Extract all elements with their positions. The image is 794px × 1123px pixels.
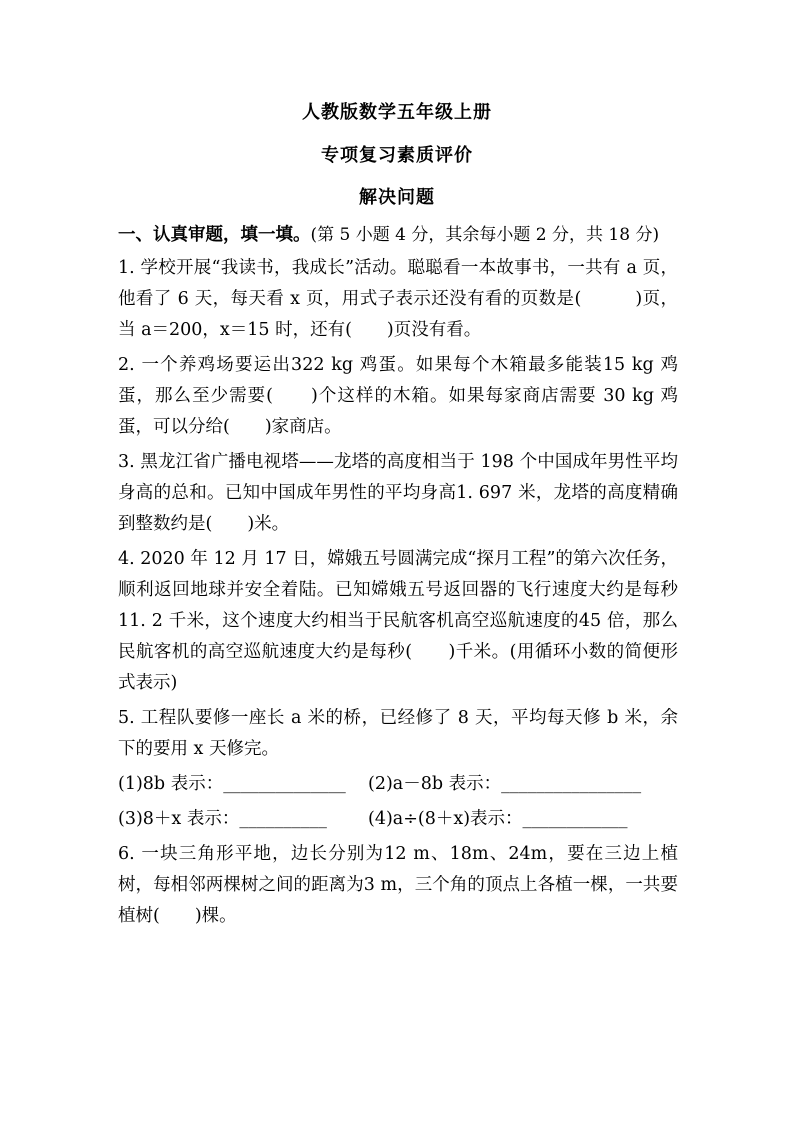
question-content bbox=[118, 220, 678, 936]
section-score-note: (第 5 小题 4 分，其余每小题 2 分，共 18 分) bbox=[310, 225, 660, 245]
review-title: 专项复习素质评价 bbox=[321, 145, 473, 166]
q5-sub-3: (3)8＋x 表示：__________ bbox=[118, 809, 327, 829]
question-5: 5. 工程队要修一座长 a 米的桥，已经修了 8 天，平均每天修 b 米，余下的要用 x 天修完。 bbox=[118, 708, 678, 759]
section-heading-text: 一、认真审题，填一填。 bbox=[118, 225, 311, 245]
question-6: 6. 一块三角形平地，边长分别为12 m、18m、24m，要在三边上植树，每相邻两棵树之间的距离为3 m，三个角的顶点上各植一棵，一共要植树( )棵。 bbox=[118, 844, 678, 926]
book-title: 人教版数学五年级上册 bbox=[302, 102, 492, 123]
q5-sub-1: (1)8b 表示：______________ bbox=[118, 774, 346, 794]
question-3: 3. 黑龙江省广播电视塔——龙塔的高度相当于 198 个中国成年男性平均身高的总和。已知中国成年男性的平均身高1. 697 米，龙塔的高度精确到整数约是( )米。 bbox=[118, 452, 678, 534]
question-1: 1. 学校开展“我读书，我成长”活动。聪聪看一本故事书，一共有 a 页，他看了 6 天，每天看 x 页，用式子表示还没有看的页数是( )页，当 a＝200，x＝15 时，还有( )页没有看。 bbox=[118, 258, 678, 340]
section-heading bbox=[118, 220, 678, 251]
topic-title: 解决问题 bbox=[359, 187, 435, 208]
question-4: 4. 2020 年 12 月 17 日，嫦娥五号圆满完成“探月工程”的第六次任务，顺利返回地球并安全着陆。已知嫦娥五号返回器的飞行速度大约是每秒 11. 2 千米，这个速度大约相当于民航客机高空巡航速度的45 倍，那么民航客机的高空巡航速度大约是每秒( )千米。(用循环小数的简便形式表示) bbox=[118, 549, 678, 693]
question-2: 2. 一个养鸡场要运出322 kg 鸡蛋。如果每个木箱最多能装15 kg 鸡蛋，那么至少需要( )个这样的木箱。如果每家商店需要 30 kg 鸡蛋，可以分给( )家商店。 bbox=[118, 355, 678, 437]
q5-sub-4: (4)a÷(8＋x)表示：____________ bbox=[368, 809, 628, 829]
question-5-subparts bbox=[118, 769, 678, 835]
q5-sub-2: (2)a－8b 表示：________________ bbox=[368, 774, 642, 794]
